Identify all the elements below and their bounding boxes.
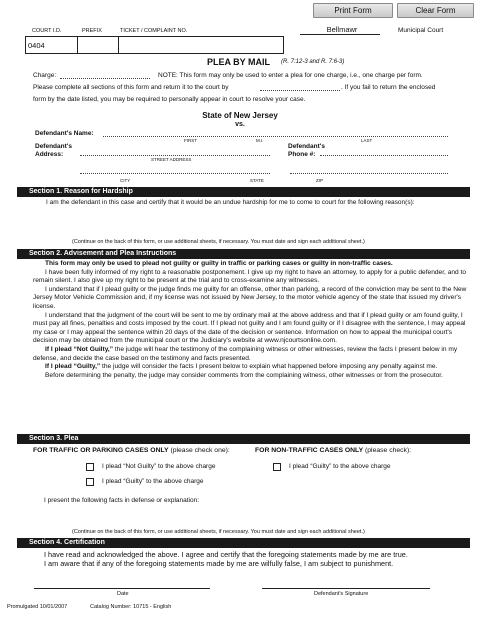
- section2-header: Section 2. Advisement and Plea Instructions: [17, 249, 470, 259]
- catalog-text: Catalog Number: 10715 - English: [90, 604, 172, 610]
- facts-field[interactable]: [40, 507, 460, 527]
- date-field[interactable]: [34, 588, 210, 589]
- defendant-phone-label: Phone #:: [288, 151, 316, 158]
- nontraffic-heading: FOR NON-TRAFFIC CASES ONLY (please check):: [255, 447, 412, 454]
- date-label: Date: [117, 591, 129, 597]
- guilty-checkbox[interactable]: [86, 478, 94, 486]
- ticket-label: TICKET / COMPLAINT NO.: [120, 28, 188, 34]
- instructions-line1-end: . If you fail to return the enclosed: [341, 84, 436, 91]
- facts-label: I present the following facts in defense or explanation:: [44, 497, 200, 504]
- section4-header: Section 4. Certification: [17, 538, 470, 548]
- signature-field[interactable]: [262, 588, 430, 589]
- caption-vs: vs.: [235, 121, 245, 128]
- instructions-line2: form by the date listed, you may be required to personally appear in court to resolve your case.: [33, 96, 306, 103]
- section1-note: (Continue on the back of this form, or use additional sheets, if necessary. You must date and sign each additional sheet.): [72, 239, 365, 245]
- clear-form-button[interactable]: Clear Form: [397, 3, 474, 18]
- section1-header: Section 1. Reason for Hardship: [17, 187, 470, 197]
- certification-line2: I am aware that if any of the foregoing statements made by me are wilfully false, I am subject to punishment.: [44, 559, 394, 568]
- defendant-address-label: Address:: [35, 151, 64, 158]
- phone-field[interactable]: [320, 155, 448, 156]
- charge-field[interactable]: [60, 78, 150, 79]
- municipal-court-label: Municipal Court: [398, 27, 444, 34]
- municipality-field[interactable]: Bellmawr: [326, 25, 358, 34]
- promulgated-text: Promulgated 10/01/2007: [7, 604, 68, 610]
- nontraffic-guilty-checkbox[interactable]: [273, 463, 281, 471]
- section3-note: (Continue on the back of this form, or use additional sheets, if necessary. You must date and sign each additional sheet.): [72, 529, 365, 535]
- form-title: PLEA BY MAIL: [207, 57, 271, 67]
- defendant-name-field[interactable]: [103, 136, 448, 137]
- court-id-field[interactable]: 0404: [28, 41, 45, 50]
- nontraffic-guilty-label: I plead “Guilty” to the above charge: [289, 463, 391, 470]
- charge-note: NOTE: This form may only be used to enter a plea for one charge, i.e., one charge per form.: [158, 72, 423, 79]
- street-address-field[interactable]: [80, 155, 270, 156]
- section3-header: Section 3. Plea: [17, 434, 470, 444]
- return-by-field[interactable]: [260, 90, 340, 91]
- prefix-label: PREFIX: [82, 28, 102, 34]
- defendant-name-label: Defendant's Name:: [35, 130, 94, 137]
- not-guilty-label: I plead “Not Guilty” to the above charge: [102, 463, 216, 470]
- court-id-label: COURT I.D.: [32, 28, 62, 34]
- section1-text: I am the defendant in this case and certify that it would be an undue hardship for me to come to court for the following reason(s):: [46, 199, 415, 206]
- print-form-button[interactable]: Print Form: [313, 3, 393, 18]
- guilty-label: I plead “Guilty” to the above charge: [102, 478, 204, 485]
- caption-state: State of New Jersey: [202, 111, 278, 120]
- signature-label: Defendant's Signature: [314, 591, 369, 597]
- certification-line1: I have read and acknowledged the above. I agree and certify that the foregoing statements made by me are true.: [44, 550, 408, 559]
- rule-citation: (R. 7:12-3 and R. 7:6-3): [281, 59, 345, 65]
- not-guilty-checkbox[interactable]: [86, 463, 94, 471]
- advisement-text: This form may only be used to plead not guilty or guilty in traffic or parking cases or guilty in non-traffic cases. I have been fully informed of my right to a reasonable postponement. I give up my right to have an attorney, to apply for a public defender, and to remain silent. I also give up my right to be present at the trial and to cross-examine any witnesses. I understand that if I plead guilty or the judge finds me guilty for an offense, other than parking, a record of the conviction may be sent to the New Jersey Motor Vehicle Commission and, if my license was not issued by New Jersey, to the motor vehicle agency of the state that issued my driver's license. I understand that the judgment of the court will be sent to me by ordinary mail at the above address and that if I plead guilty or am found guilty, I must pay all fines, penalties and costs imposed by the court. If I plead not guilty and I am found guilty or if I disagree with the sentence, I may appeal my case or I may appeal the sentence within 20 days of the date of the decision or sentence. Information on how to appeal the municipal court's decision may be obtained from the municipal court or the Judiciary's website at www.njcourtsonline.com. If I plead “Not Guilty,” the judge will hear the testimony of the complaining witness or other witnesses, review the facts I present below in my defense, and decide the case based on the testimony and facts presented. If I plead “Guilty,” the judge will consider the facts I present below to explain what happened before imposing any penalty against me. Before determining the penalty, the judge may consider comments from the complaining witness, other witnesses or from the prosecutor.: [33, 260, 467, 379]
- city-state-zip-field[interactable]: [80, 173, 270, 174]
- hardship-reasons-field[interactable]: [40, 210, 460, 236]
- instructions-line1: Please complete all sections of this form and return it to the court by: [33, 84, 229, 91]
- charge-label: Charge:: [33, 72, 57, 79]
- ticket-box: [25, 36, 284, 54]
- traffic-heading: FOR TRAFFIC OR PARKING CASES ONLY (please check one):: [33, 447, 230, 454]
